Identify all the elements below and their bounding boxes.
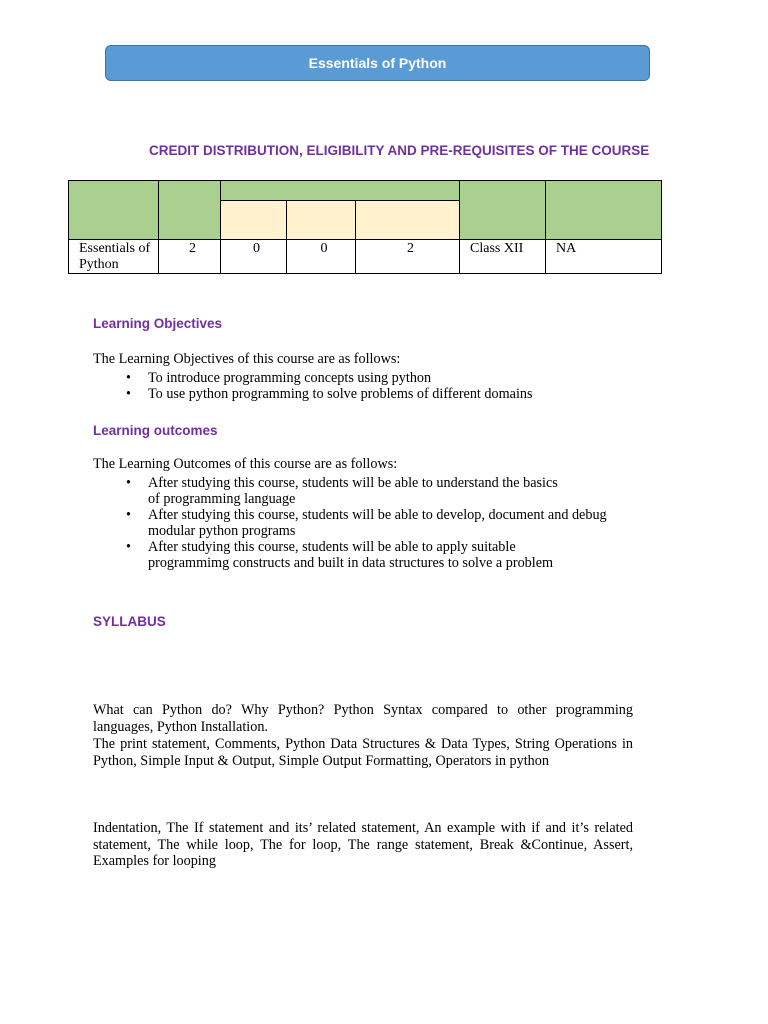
header-cell-eligibility xyxy=(460,181,546,240)
cell-eligibility: Class XII xyxy=(460,240,546,274)
cell-tutorial: 0 xyxy=(287,240,356,274)
syllabus-paragraph-3: Indentation, The If statement and its’ related statement, An example with if and it’s related statement, The while loop, The for loop, The range statement, Break &Continue, Assert, Examples for looping xyxy=(93,820,633,869)
cell-credits: 2 xyxy=(159,240,221,274)
syllabus-heading: SYLLABUS xyxy=(93,614,166,629)
cell-course-name: Essentials of Python xyxy=(69,240,159,274)
course-title: Essentials of Python xyxy=(308,55,447,71)
syllabus-paragraph-1: What can Python do? Why Python? Python Syntax compared to other programming languages, Python Installation. xyxy=(93,702,633,735)
cell-practical: 2 xyxy=(356,240,460,274)
learning-outcomes-list xyxy=(93,475,633,571)
learning-outcomes-heading: Learning outcomes xyxy=(93,423,218,438)
list-item: • After studying this course, students will be able to understand the basics of programming language xyxy=(93,475,633,507)
learning-objectives-list xyxy=(93,370,633,402)
list-item: • After studying this course, students will be able to develop, document and debug modular python programs xyxy=(93,507,633,539)
list-item: • To use python programming to solve problems of different domains xyxy=(93,386,633,402)
credit-distribution-heading: CREDIT DISTRIBUTION, ELIGIBILITY AND PRE-REQUISITES OF THE COURSE xyxy=(149,143,650,158)
header-cell-prerequisite xyxy=(546,181,662,240)
list-item: • To introduce programming concepts using python xyxy=(93,370,633,386)
cell-prerequisite: NA xyxy=(546,240,662,274)
subheader-cell-lecture xyxy=(221,201,287,240)
course-title-banner xyxy=(105,45,650,81)
learning-outcomes-intro: The Learning Outcomes of this course are as follows: xyxy=(93,456,398,472)
credit-distribution-table xyxy=(68,180,662,274)
learning-objectives-intro: The Learning Objectives of this course are as follows: xyxy=(93,351,401,367)
subheader-cell-practical xyxy=(356,201,460,240)
syllabus-paragraph-2: The print statement, Comments, Python Data Structures & Data Types, String Operations in Python, Simple Input & Output, Simple Output Formatting, Operators in python xyxy=(93,736,633,769)
cell-lecture: 0 xyxy=(221,240,287,274)
header-cell-credit-distribution xyxy=(221,181,460,201)
table-row xyxy=(69,240,662,274)
header-cell-course xyxy=(69,181,159,240)
header-cell-credits xyxy=(159,181,221,240)
table-header-row xyxy=(69,181,662,201)
list-item: • After studying this course, students will be able to apply suitable programmimg constructs and built in data structures to solve a problem xyxy=(93,539,633,571)
subheader-cell-tutorial xyxy=(287,201,356,240)
learning-objectives-heading: Learning Objectives xyxy=(93,316,223,331)
